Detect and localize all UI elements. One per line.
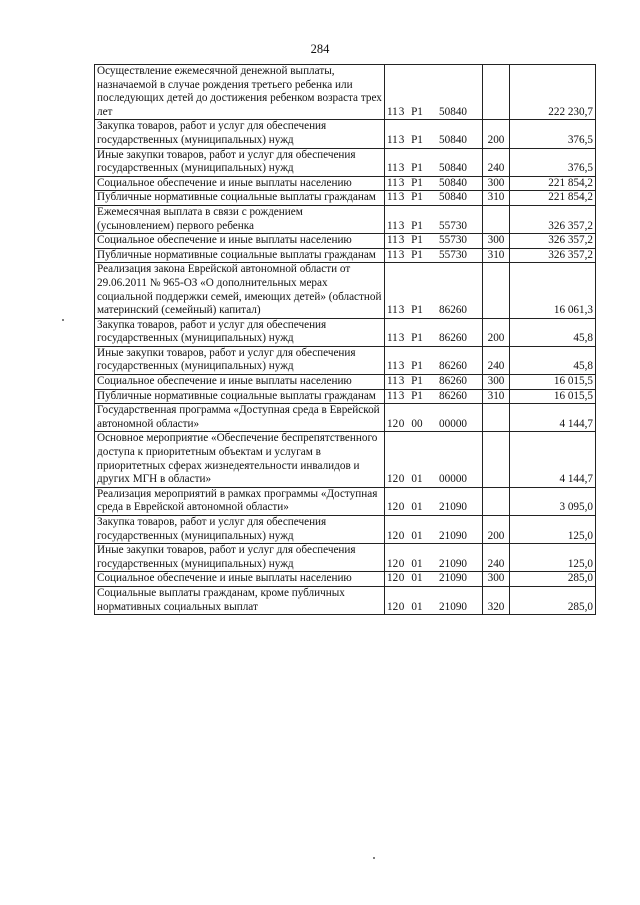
code-direction: 50840: [439, 105, 467, 118]
code-program: 11: [387, 304, 398, 317]
code-main-event: 00: [411, 417, 423, 430]
row-target-code: [385, 148, 483, 176]
code-direction: 00000: [439, 417, 467, 430]
row-amount: 4 144,7: [510, 432, 596, 487]
row-target-code: [385, 234, 483, 249]
row-name: Государственная программа «Доступная среда в Еврейской автономной области»: [95, 404, 385, 432]
code-program: 12: [387, 417, 399, 430]
budget-table: [94, 64, 596, 615]
row-expense-type: [483, 487, 510, 515]
row-amount: 285,0: [510, 586, 596, 614]
code-program: 11: [387, 332, 398, 345]
code-main-event: P1: [411, 133, 423, 146]
row-target-code: [385, 65, 483, 120]
row-expense-type: 300: [483, 572, 510, 587]
code-main-event: P1: [411, 219, 423, 232]
code-main-event: 01: [411, 600, 423, 613]
code-direction: 21090: [439, 557, 467, 570]
table-row: [95, 346, 596, 374]
table-row: [95, 389, 596, 404]
row-target-code: [385, 544, 483, 572]
row-amount: 4 144,7: [510, 404, 596, 432]
code-direction: 50840: [439, 176, 467, 189]
code-subprogram: 3: [398, 219, 405, 232]
code-subprogram: 3: [398, 332, 405, 345]
row-expense-type: [483, 205, 510, 233]
table-row: [95, 544, 596, 572]
code-subprogram: 3: [398, 360, 405, 373]
row-target-code: [385, 389, 483, 404]
row-amount: 221 854,2: [510, 176, 596, 191]
code-subprogram: 3: [398, 191, 405, 204]
row-name: Основное мероприятие «Обеспечение беспрепятственного доступа к приоритетным объектам и услугам в приоритетных сферах жизнедеятельности инвалидов и других МГН в области»: [95, 432, 385, 487]
row-name: Публичные нормативные социальные выплаты гражданам: [95, 248, 385, 263]
row-expense-type: 300: [483, 176, 510, 191]
code-main-event: P1: [411, 375, 423, 388]
row-amount: 222 230,7: [510, 65, 596, 120]
code-subprogram: 3: [398, 389, 405, 402]
table-row: [95, 586, 596, 614]
code-program: 12: [387, 557, 399, 570]
code-main-event: P1: [411, 248, 423, 261]
row-amount: 125,0: [510, 516, 596, 544]
row-name: Иные закупки товаров, работ и услуг для обеспечения государственных (муниципальных) нужд: [95, 148, 385, 176]
row-target-code: [385, 404, 483, 432]
code-main-event: P1: [411, 191, 423, 204]
code-program: 11: [387, 248, 398, 261]
row-amount: 16 061,3: [510, 263, 596, 318]
code-program: 11: [387, 389, 398, 402]
row-amount: 125,0: [510, 544, 596, 572]
table-row: [95, 120, 596, 148]
table-row: [95, 375, 596, 390]
code-main-event: P1: [411, 360, 423, 373]
table-row: [95, 248, 596, 263]
row-amount: 45,8: [510, 346, 596, 374]
row-expense-type: 310: [483, 389, 510, 404]
scan-speck: [373, 857, 375, 859]
code-direction: 55730: [439, 234, 467, 247]
code-program: 12: [387, 501, 399, 514]
code-direction: 86260: [439, 389, 467, 402]
row-amount: 326 357,2: [510, 205, 596, 233]
row-target-code: [385, 318, 483, 346]
code-direction: 00000: [439, 473, 467, 486]
code-direction: 55730: [439, 219, 467, 232]
code-main-event: 01: [411, 572, 423, 585]
code-direction: 50840: [439, 191, 467, 204]
code-subprogram: 0: [398, 572, 405, 585]
code-main-event: 01: [411, 529, 423, 542]
row-name: Иные закупки товаров, работ и услуг для обеспечения государственных (муниципальных) нужд: [95, 346, 385, 374]
row-name: Закупка товаров, работ и услуг для обеспечения государственных (муниципальных) нужд: [95, 120, 385, 148]
code-subprogram: 0: [398, 557, 405, 570]
row-target-code: [385, 176, 483, 191]
code-program: 12: [387, 600, 399, 613]
row-target-code: [385, 248, 483, 263]
row-target-code: [385, 572, 483, 587]
row-amount: 16 015,5: [510, 375, 596, 390]
row-expense-type: 200: [483, 318, 510, 346]
table-row: [95, 404, 596, 432]
row-name: Социальное обеспечение и иные выплаты населению: [95, 375, 385, 390]
row-name: Социальные выплаты гражданам, кроме публичных нормативных социальных выплат: [95, 586, 385, 614]
row-expense-type: 240: [483, 148, 510, 176]
row-expense-type: 200: [483, 120, 510, 148]
row-target-code: [385, 205, 483, 233]
row-target-code: [385, 586, 483, 614]
code-main-event: 01: [411, 557, 423, 570]
row-amount: 376,5: [510, 148, 596, 176]
code-direction: 21090: [439, 600, 467, 613]
code-subprogram: 0: [398, 501, 405, 514]
table-row: [95, 318, 596, 346]
row-name: Публичные нормативные социальные выплаты гражданам: [95, 191, 385, 206]
row-expense-type: 300: [483, 234, 510, 249]
code-program: 11: [387, 234, 398, 247]
table-row: [95, 191, 596, 206]
row-target-code: [385, 432, 483, 487]
code-direction: 50840: [439, 133, 467, 146]
code-subprogram: 0: [398, 529, 405, 542]
code-direction: 21090: [439, 501, 467, 514]
code-subprogram: 0: [398, 417, 405, 430]
row-name: Закупка товаров, работ и услуг для обеспечения государственных (муниципальных) нужд: [95, 318, 385, 346]
code-program: 12: [387, 572, 399, 585]
code-subprogram: 3: [398, 248, 405, 261]
code-program: 11: [387, 176, 398, 189]
row-amount: 326 357,2: [510, 234, 596, 249]
table-row: [95, 572, 596, 587]
code-direction: 86260: [439, 304, 467, 317]
code-program: 11: [387, 191, 398, 204]
code-direction: 86260: [439, 332, 467, 345]
row-name: Закупка товаров, работ и услуг для обеспечения государственных (муниципальных) нужд: [95, 516, 385, 544]
code-subprogram: 3: [398, 162, 405, 175]
row-amount: 326 357,2: [510, 248, 596, 263]
row-expense-type: [483, 432, 510, 487]
code-main-event: P1: [411, 176, 423, 189]
code-direction: 21090: [439, 529, 467, 542]
row-name: Социальное обеспечение и иные выплаты населению: [95, 572, 385, 587]
row-expense-type: [483, 65, 510, 120]
row-target-code: [385, 191, 483, 206]
row-name: Осуществление ежемесячной денежной выплаты, назначаемой в случае рождения третьего ребенка или последующих детей до достижения ребенком возраста трех лет: [95, 65, 385, 120]
table-row: [95, 65, 596, 120]
row-amount: 376,5: [510, 120, 596, 148]
scan-speck: [62, 319, 64, 321]
code-direction: 50840: [439, 162, 467, 175]
row-name: Ежемесячная выплата в связи с рождением (усыновлением) первого ребенка: [95, 205, 385, 233]
code-program: 11: [387, 162, 398, 175]
table-row: [95, 148, 596, 176]
code-direction: 86260: [439, 375, 467, 388]
code-main-event: P1: [411, 304, 423, 317]
row-expense-type: 300: [483, 375, 510, 390]
code-subprogram: 3: [398, 234, 405, 247]
code-subprogram: 0: [398, 600, 405, 613]
code-program: 11: [387, 133, 398, 146]
code-subprogram: 3: [398, 133, 405, 146]
code-main-event: 01: [411, 473, 423, 486]
row-target-code: [385, 487, 483, 515]
code-main-event: P1: [411, 332, 423, 345]
code-direction: 21090: [439, 572, 467, 585]
code-program: 11: [387, 219, 398, 232]
row-expense-type: 240: [483, 346, 510, 374]
code-program: 11: [387, 360, 398, 373]
code-direction: 86260: [439, 360, 467, 373]
table-row: [95, 432, 596, 487]
code-program: 12: [387, 473, 399, 486]
row-name: Социальное обеспечение и иные выплаты населению: [95, 176, 385, 191]
row-name: Реализация закона Еврейской автономной области от 29.06.2011 № 965-ОЗ «О дополнительных мерах социальной поддержки семей, имеющих детей» (областной материнский (семейный) капитал): [95, 263, 385, 318]
code-subprogram: 3: [398, 176, 405, 189]
row-name: Реализация мероприятий в рамках программы «Доступная среда в Еврейской автономной области»: [95, 487, 385, 515]
table-row: [95, 205, 596, 233]
code-direction: 55730: [439, 248, 467, 261]
row-expense-type: 310: [483, 191, 510, 206]
row-expense-type: 310: [483, 248, 510, 263]
code-subprogram: 3: [398, 304, 405, 317]
row-amount: 45,8: [510, 318, 596, 346]
table-row: [95, 487, 596, 515]
table-row: [95, 516, 596, 544]
code-subprogram: 3: [398, 105, 405, 118]
row-target-code: [385, 516, 483, 544]
row-amount: 3 095,0: [510, 487, 596, 515]
code-subprogram: 0: [398, 473, 405, 486]
code-main-event: P1: [411, 105, 423, 118]
row-amount: 16 015,5: [510, 389, 596, 404]
code-main-event: P1: [411, 389, 423, 402]
code-program: 11: [387, 375, 398, 388]
table-row: [95, 176, 596, 191]
row-expense-type: [483, 263, 510, 318]
code-main-event: 01: [411, 501, 423, 514]
row-expense-type: [483, 404, 510, 432]
row-expense-type: 240: [483, 544, 510, 572]
row-name: Иные закупки товаров, работ и услуг для обеспечения государственных (муниципальных) нужд: [95, 544, 385, 572]
table-row: [95, 263, 596, 318]
row-target-code: [385, 375, 483, 390]
row-name: Публичные нормативные социальные выплаты гражданам: [95, 389, 385, 404]
row-target-code: [385, 263, 483, 318]
code-program: 11: [387, 105, 398, 118]
row-amount: 221 854,2: [510, 191, 596, 206]
row-expense-type: 320: [483, 586, 510, 614]
code-main-event: P1: [411, 162, 423, 175]
code-subprogram: 3: [398, 375, 405, 388]
row-expense-type: 200: [483, 516, 510, 544]
table-row: [95, 234, 596, 249]
code-main-event: P1: [411, 234, 423, 247]
page-number: 284: [310, 42, 330, 56]
code-program: 12: [387, 529, 399, 542]
row-target-code: [385, 346, 483, 374]
row-name: Социальное обеспечение и иные выплаты населению: [95, 234, 385, 249]
row-target-code: [385, 120, 483, 148]
row-amount: 285,0: [510, 572, 596, 587]
